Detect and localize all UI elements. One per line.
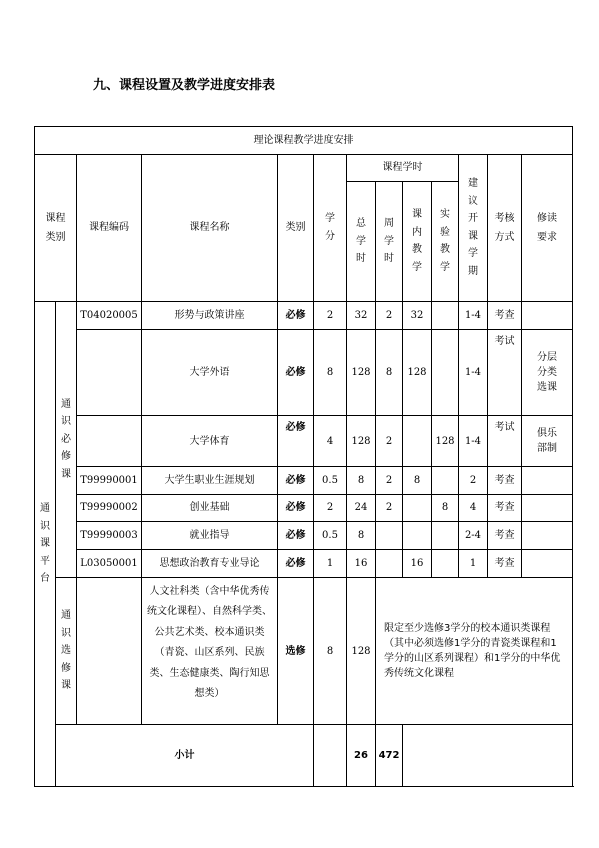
course-code: [77, 416, 142, 466]
course-in-class: 128: [403, 329, 432, 415]
course-total: 8: [347, 466, 376, 494]
course-req: [522, 302, 573, 330]
course-type: 必修: [278, 522, 314, 550]
course-in-class: 8: [403, 466, 432, 494]
course-credit: 8: [314, 329, 347, 415]
subtotal-row: [35, 725, 573, 787]
course-name: 创业基础: [142, 494, 278, 522]
course-in-class: [403, 522, 432, 550]
subtotal-credit: 26: [347, 725, 376, 787]
header-name: 课程名称: [142, 154, 278, 301]
course-req: [522, 550, 573, 578]
course-semester: 1-4: [459, 302, 488, 330]
subtotal-label: 小计: [56, 725, 314, 787]
course-credit: 1: [314, 550, 347, 578]
course-name: 大学外语: [142, 329, 278, 415]
header-requirement: [522, 154, 573, 301]
course-req-text: 分层分类选课: [537, 352, 558, 394]
course-req-text: 俱乐部制: [537, 428, 558, 455]
course-code: T99990003: [77, 522, 142, 550]
course-req: [522, 494, 573, 522]
course-exam: 考查: [488, 494, 522, 522]
course-weekly: 2: [376, 466, 403, 494]
header-credit: 学 分: [314, 154, 347, 301]
course-lab: [432, 522, 459, 550]
header-in-class: 课 内 教 学: [403, 181, 432, 301]
subtotal-total: 472: [376, 725, 403, 787]
course-total: 8: [347, 522, 376, 550]
course-req: [522, 329, 573, 415]
course-req: [522, 522, 573, 550]
course-semester: 2: [459, 466, 488, 494]
course-code: [77, 329, 142, 415]
course-code: T99990002: [77, 494, 142, 522]
course-semester: 1-4: [459, 329, 488, 415]
course-total: 32: [347, 302, 376, 330]
course-lab: 8: [432, 494, 459, 522]
course-type: 必修: [278, 302, 314, 330]
course-weekly: 2: [376, 416, 403, 466]
header-weekly: 周 学 时: [376, 181, 403, 301]
course-semester: 4: [459, 494, 488, 522]
table-row: [35, 550, 573, 578]
course-code: [77, 577, 142, 724]
course-credit: 0.5: [314, 466, 347, 494]
course-exam: 考查: [488, 522, 522, 550]
course-exam: 考查: [488, 302, 522, 330]
course-weekly: [376, 550, 403, 578]
header-exam-label: 考核方式: [494, 212, 515, 243]
course-weekly: 2: [376, 302, 403, 330]
course-code: L03050001: [77, 550, 142, 578]
course-code: T99990001: [77, 466, 142, 494]
course-weekly: [376, 522, 403, 550]
course-type: 必修: [278, 550, 314, 578]
course-name: 大学生职业生涯规划: [142, 466, 278, 494]
elective-course-name: [142, 577, 278, 724]
header-type: 类别: [278, 154, 314, 301]
course-semester: 2-4: [459, 522, 488, 550]
course-name: 就业指导: [142, 522, 278, 550]
course-weekly: 2: [376, 494, 403, 522]
header-category: [35, 154, 77, 301]
table-row: [35, 416, 573, 466]
table-row: [35, 494, 573, 522]
table-row: [35, 302, 573, 330]
elective-credit: 8: [314, 577, 347, 724]
elective-group-label: 通 识 选 修 课: [56, 577, 77, 724]
header-requirement-label: 修读要求: [537, 212, 558, 243]
course-total: 128: [347, 329, 376, 415]
table-row: [35, 522, 573, 550]
course-name: 思想政治教育专业导论: [142, 550, 278, 578]
subtotal-type: [314, 725, 347, 787]
elective-course-name-text: 人文社科类（含中华优秀传统文化课程）、自然科学类、公共艺术类、校本通识类（青瓷、山区系列、民族类、生态健康类、陶行知思想类）: [147, 585, 272, 700]
course-exam: 考查: [488, 466, 522, 494]
course-semester: 1-4: [459, 416, 488, 466]
course-name: 大学体育: [142, 416, 278, 466]
course-credit: 0.5: [314, 522, 347, 550]
course-req: [522, 466, 573, 494]
subtotal-blank: [403, 725, 573, 787]
header-exam: [488, 154, 522, 301]
course-exam: 考试: [488, 329, 522, 415]
course-lab: 128: [432, 416, 459, 466]
course-in-class: 32: [403, 302, 432, 330]
course-semester: 1: [459, 550, 488, 578]
course-total: 16: [347, 550, 376, 578]
course-code: T04020005: [77, 302, 142, 330]
course-total: 24: [347, 494, 376, 522]
course-type: 必修: [278, 329, 314, 415]
platform-label: 通 识 课 平 台: [35, 302, 56, 787]
course-in-class: [403, 416, 432, 466]
course-lab: [432, 550, 459, 578]
page-heading: 九、课程设置及教学进度安排表: [93, 78, 276, 93]
course-credit: 2: [314, 302, 347, 330]
course-schedule-table: [34, 126, 573, 787]
course-weekly: 8: [376, 329, 403, 415]
course-req: [522, 416, 573, 466]
elective-total: 128: [347, 577, 376, 724]
course-in-class: [403, 494, 432, 522]
table-row: [35, 466, 573, 494]
course-lab: [432, 466, 459, 494]
header-category-label: 课程类别: [45, 212, 66, 243]
course-lab: [432, 302, 459, 330]
course-lab: [432, 329, 459, 415]
course-type: 必修: [278, 494, 314, 522]
required-group-label: 通 识 必 修 课: [56, 302, 77, 578]
course-name: 形势与政策讲座: [142, 302, 278, 330]
table-title: 理论课程教学进度安排: [35, 127, 573, 155]
course-type: 必修: [278, 466, 314, 494]
course-exam: 考试: [488, 416, 522, 466]
elective-note: 限定至少选修3学分的校本通识类课程（其中必须选修1学分的青瓷类课程和1学分的山区系列课程）和1学分的中华优秀传统文化课程: [376, 577, 573, 724]
elective-type: 选修: [278, 577, 314, 724]
header-lab: 实 验 教 学: [432, 181, 459, 301]
table-row-elective: [35, 577, 573, 724]
course-in-class: 16: [403, 550, 432, 578]
header-code: 课程编码: [77, 154, 142, 301]
course-credit: 4: [314, 416, 347, 466]
course-total: 128: [347, 416, 376, 466]
header-semester: 建 议 开 课 学 期: [459, 154, 488, 301]
course-type: 必修: [278, 416, 314, 466]
table-row: [35, 329, 573, 415]
header-hours-group: 课程学时: [347, 154, 459, 181]
course-exam: 考查: [488, 550, 522, 578]
header-total: 总 学 时: [347, 181, 376, 301]
course-credit: 2: [314, 494, 347, 522]
